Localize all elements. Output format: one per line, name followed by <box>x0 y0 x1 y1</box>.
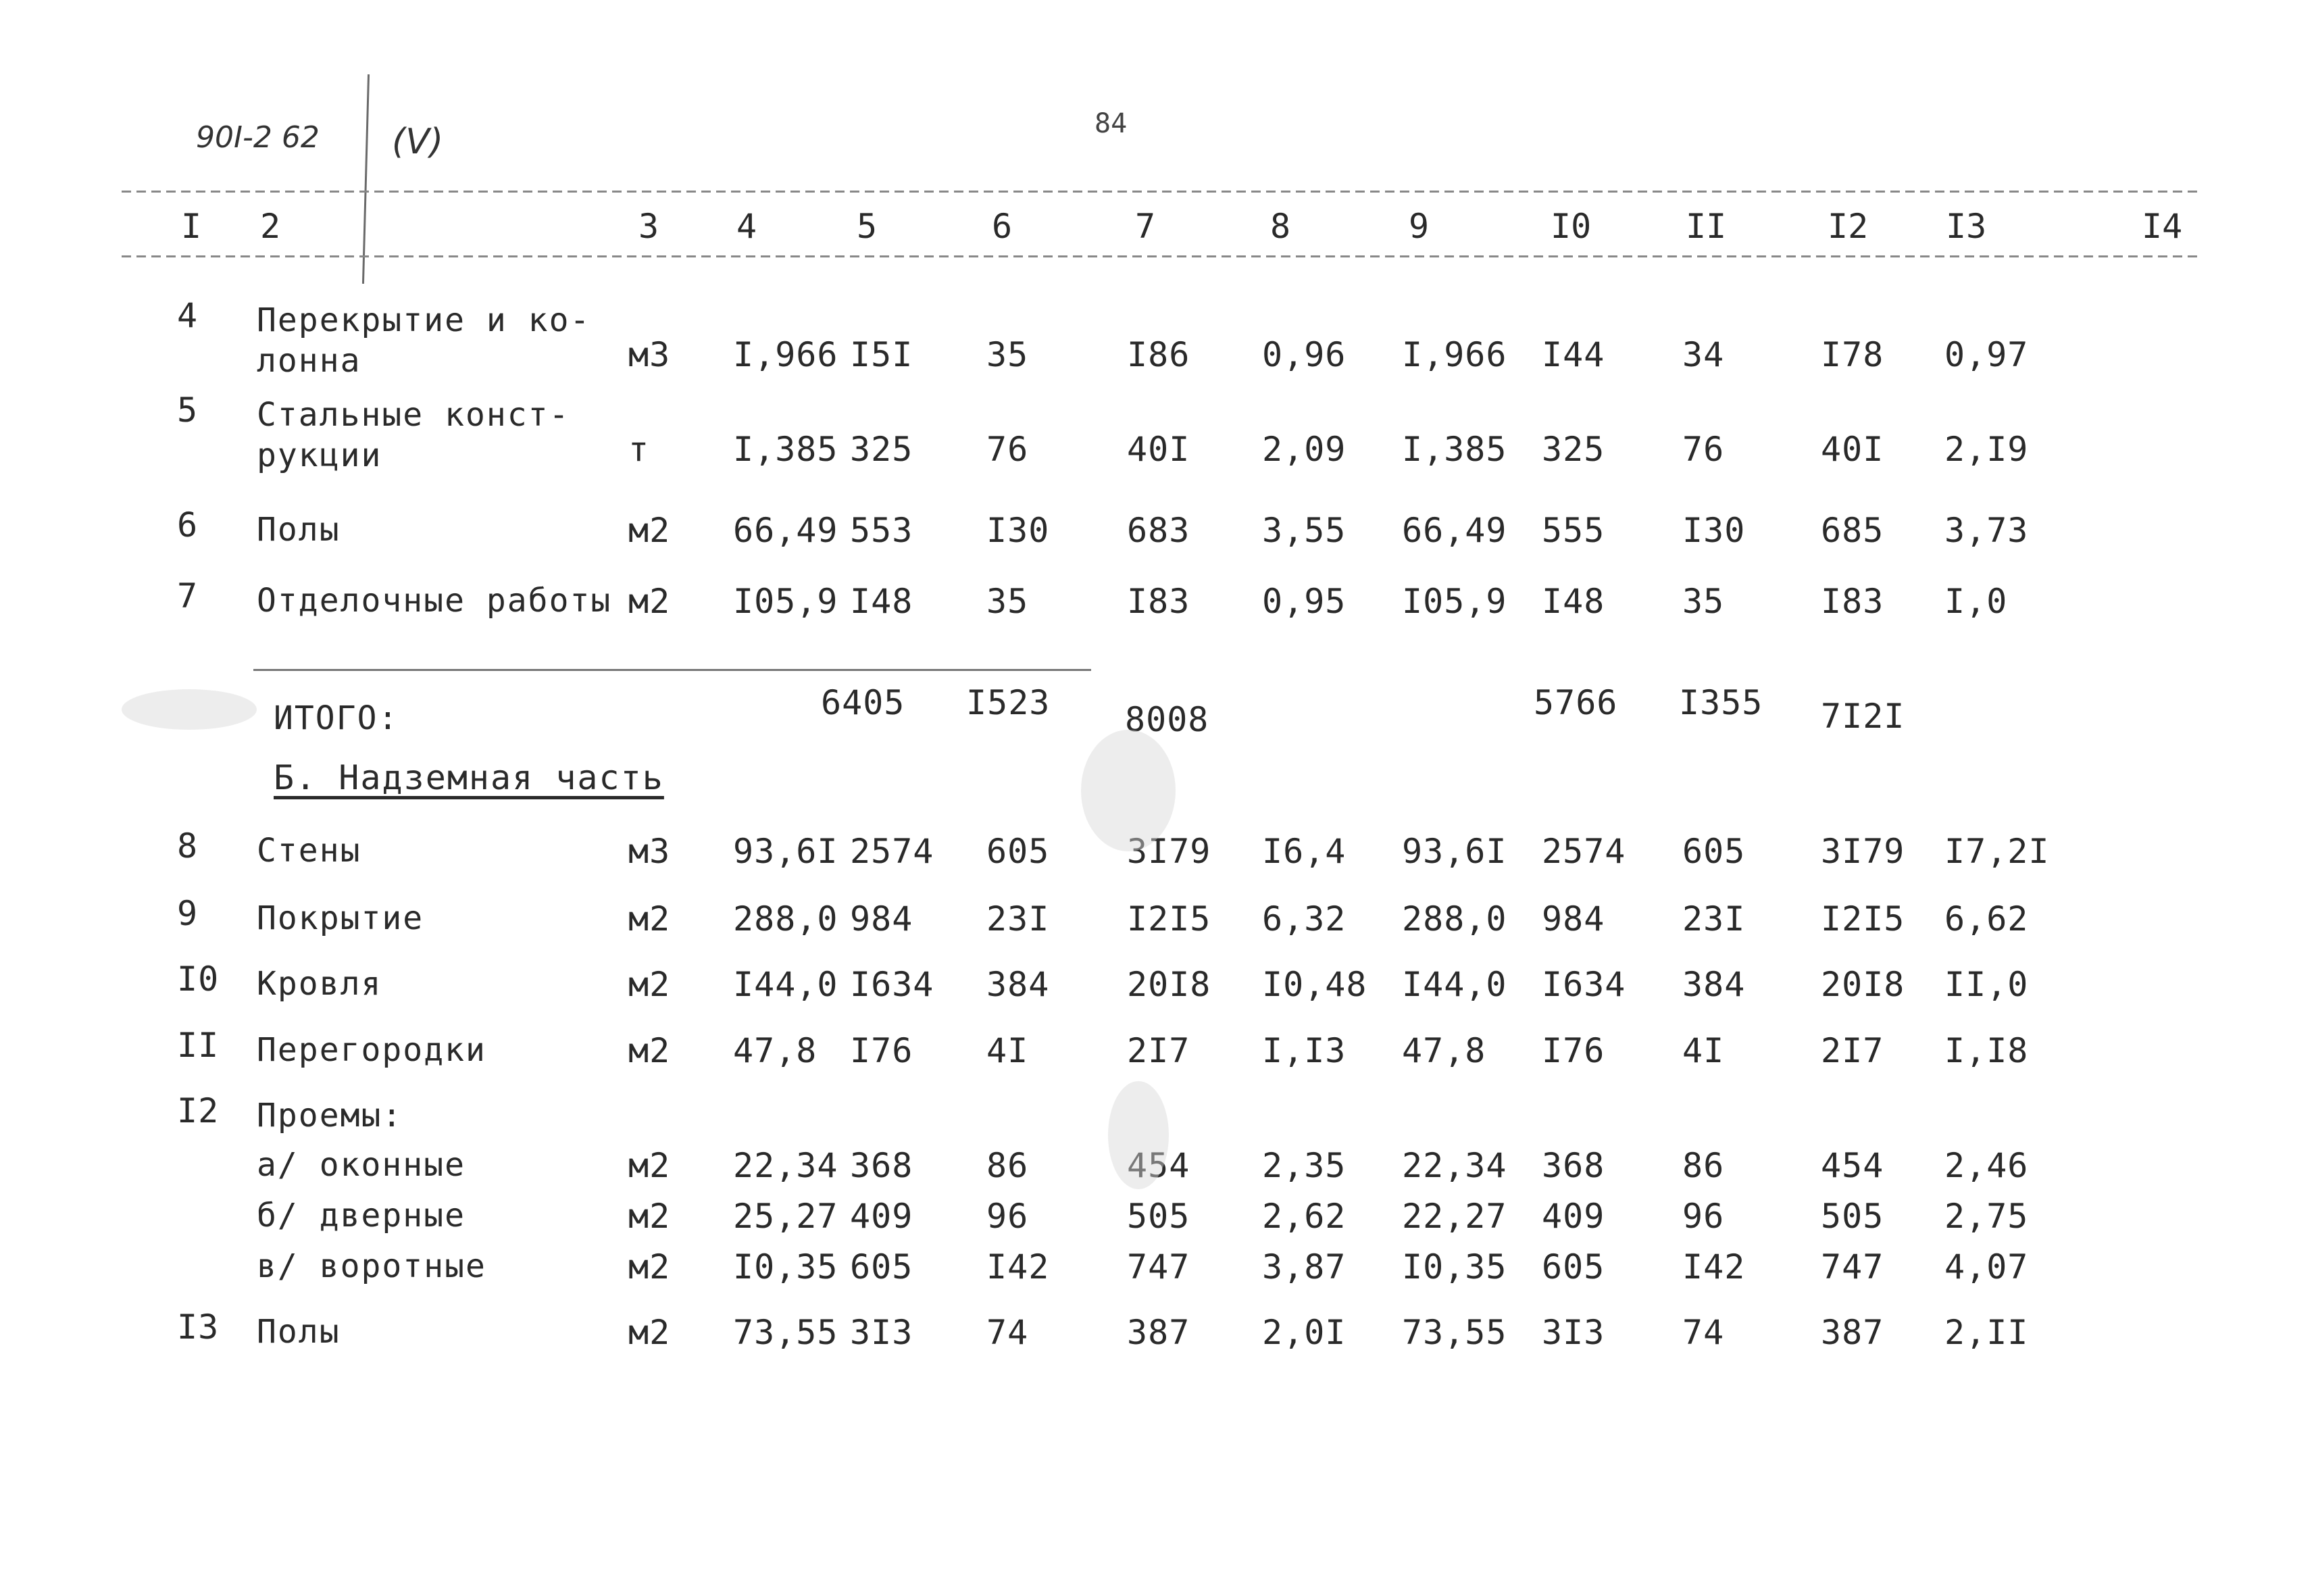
column-number: 5 <box>857 207 878 246</box>
value-cell: 409 <box>850 1197 913 1236</box>
value-cell: I48 <box>850 582 913 621</box>
value-cell: I05,9 <box>1402 582 1507 621</box>
value-cell: I,966 <box>733 335 838 374</box>
row-name: Проемы: <box>257 1097 403 1134</box>
total-cell: I355 <box>1679 683 1763 722</box>
value-cell: 325 <box>850 430 913 469</box>
value-cell: 86 <box>1682 1146 1725 1185</box>
value-cell: 288,0 <box>733 899 838 939</box>
total-rule <box>253 669 1091 671</box>
unit-cell: м2 <box>628 582 671 621</box>
column-number: 6 <box>992 207 1013 246</box>
value-cell: 86 <box>986 1146 1029 1185</box>
value-cell: 984 <box>850 899 913 939</box>
value-cell: 2I7 <box>1821 1031 1884 1070</box>
total-cell: 8008 <box>1125 700 1209 739</box>
value-cell: 22,34 <box>1402 1146 1507 1185</box>
value-cell: I42 <box>986 1247 1050 1287</box>
value-cell: 683 <box>1127 511 1190 550</box>
total-cell: 7I2I <box>1821 697 1905 736</box>
scan-smudge <box>122 689 257 730</box>
value-cell: 4I <box>986 1031 1029 1070</box>
value-cell: I76 <box>850 1031 913 1070</box>
unit-cell: м2 <box>628 1146 671 1185</box>
row-number: 7 <box>177 576 199 616</box>
value-cell: 73,55 <box>733 1313 838 1352</box>
document-code: 90I-2 62 <box>196 120 320 155</box>
value-cell: 0,97 <box>1944 335 2029 374</box>
value-cell: 6,62 <box>1944 899 2029 939</box>
header-bottom-rule <box>122 255 2203 257</box>
unit-cell: м2 <box>628 899 671 939</box>
unit-cell: м3 <box>628 832 671 871</box>
value-cell: 454 <box>1821 1146 1884 1185</box>
document-mark: (V) <box>392 122 444 162</box>
row-name: Покрытие <box>257 899 424 937</box>
value-cell: 66,49 <box>1402 511 1507 550</box>
value-cell: 747 <box>1821 1247 1884 1287</box>
row-name: а/ оконные <box>257 1146 466 1184</box>
column-number: 2 <box>260 207 281 246</box>
column-number: I0 <box>1551 207 1592 246</box>
value-cell: 3I79 <box>1127 832 1211 871</box>
value-cell: 3I3 <box>850 1313 913 1352</box>
row-name: Полы <box>257 1313 341 1351</box>
value-cell: 555 <box>1542 511 1605 550</box>
value-cell: 2I7 <box>1127 1031 1190 1070</box>
value-cell: II,0 <box>1944 965 2029 1004</box>
value-cell: 93,6I <box>1402 832 1507 871</box>
value-cell: 66,49 <box>733 511 838 550</box>
value-cell: I0,35 <box>733 1247 838 1287</box>
value-cell: 47,8 <box>733 1031 818 1070</box>
value-cell: I48 <box>1542 582 1605 621</box>
value-cell: 40I <box>1821 430 1884 469</box>
value-cell: I44,0 <box>1402 965 1507 1004</box>
row-number: 6 <box>177 505 199 545</box>
value-cell: 93,6I <box>733 832 838 871</box>
header-top-rule <box>122 191 2203 193</box>
column-number: I <box>181 207 202 246</box>
value-cell: 40I <box>1127 430 1190 469</box>
value-cell: 96 <box>986 1197 1029 1236</box>
value-cell: I30 <box>1682 511 1746 550</box>
value-cell: 685 <box>1821 511 1884 550</box>
value-cell: 96 <box>1682 1197 1725 1236</box>
value-cell: I,I3 <box>1262 1031 1347 1070</box>
value-cell: 25,27 <box>733 1197 838 1236</box>
value-cell: 2,09 <box>1262 430 1347 469</box>
value-cell: 74 <box>986 1313 1029 1352</box>
value-cell: 553 <box>850 511 913 550</box>
value-cell: I634 <box>1542 965 1626 1004</box>
value-cell: 605 <box>1542 1247 1605 1287</box>
value-cell: 2574 <box>1542 832 1626 871</box>
column-number: 7 <box>1135 207 1156 246</box>
value-cell: 74 <box>1682 1313 1725 1352</box>
value-cell: 384 <box>986 965 1050 1004</box>
value-cell: 3I79 <box>1821 832 1905 871</box>
value-cell: I6,4 <box>1262 832 1347 871</box>
column-number: 9 <box>1409 207 1430 246</box>
value-cell: I,385 <box>1402 430 1507 469</box>
scan-smudge <box>1108 1081 1169 1189</box>
value-cell: 73,55 <box>1402 1313 1507 1352</box>
value-cell: 20I8 <box>1821 965 1905 1004</box>
value-cell: 0,96 <box>1262 335 1347 374</box>
row-name: Полы <box>257 511 341 549</box>
value-cell: 0,95 <box>1262 582 1347 621</box>
row-number: 4 <box>177 296 199 335</box>
value-cell: 2,I9 <box>1944 430 2029 469</box>
value-cell: 6,32 <box>1262 899 1347 939</box>
value-cell: 35 <box>986 582 1029 621</box>
column-number: 3 <box>638 207 659 246</box>
value-cell: 984 <box>1542 899 1605 939</box>
unit-cell: м2 <box>628 1031 671 1070</box>
value-cell: 409 <box>1542 1197 1605 1236</box>
unit-cell: м2 <box>628 1197 671 1236</box>
row-number: I3 <box>177 1307 220 1347</box>
value-cell: I,I8 <box>1944 1031 2029 1070</box>
value-cell: I5I <box>850 335 913 374</box>
value-cell: 34 <box>1682 335 1725 374</box>
value-cell: 22,34 <box>733 1146 838 1185</box>
column-number: I3 <box>1946 207 1987 246</box>
value-cell: 2,46 <box>1944 1146 2029 1185</box>
column-number: 4 <box>736 207 757 246</box>
value-cell: I,385 <box>733 430 838 469</box>
value-cell: I7,2I <box>1944 832 2050 871</box>
row-name: б/ дверные <box>257 1197 466 1235</box>
value-cell: 3,73 <box>1944 511 2029 550</box>
value-cell: 384 <box>1682 965 1746 1004</box>
value-cell: 505 <box>1127 1197 1190 1236</box>
value-cell: I,0 <box>1944 582 2008 621</box>
value-cell: 22,27 <box>1402 1197 1507 1236</box>
total-cell: 5766 <box>1534 683 1618 722</box>
row-name: Кровля <box>257 965 382 1003</box>
value-cell: 4,07 <box>1944 1247 2029 1287</box>
value-cell: 2,35 <box>1262 1146 1347 1185</box>
value-cell: I83 <box>1127 582 1190 621</box>
column-number: I4 <box>2142 207 2183 246</box>
value-cell: 605 <box>986 832 1050 871</box>
value-cell: 4I <box>1682 1031 1725 1070</box>
value-cell: 3,55 <box>1262 511 1347 550</box>
row-number: I0 <box>177 959 220 999</box>
value-cell: 454 <box>1127 1146 1190 1185</box>
unit-cell: м2 <box>628 965 671 1004</box>
value-cell: I83 <box>1821 582 1884 621</box>
value-cell: 3I3 <box>1542 1313 1605 1352</box>
value-cell: I,966 <box>1402 335 1507 374</box>
value-cell: 35 <box>1682 582 1725 621</box>
margin-line <box>362 74 370 284</box>
value-cell: 387 <box>1127 1313 1190 1352</box>
row-number: I2 <box>177 1091 220 1130</box>
total-label: ИТОГО: <box>274 699 399 737</box>
column-number: 8 <box>1270 207 1291 246</box>
value-cell: I634 <box>850 965 934 1004</box>
value-cell: 605 <box>850 1247 913 1287</box>
row-number: 5 <box>177 391 199 430</box>
value-cell: 2,0I <box>1262 1313 1347 1352</box>
row-number: II <box>177 1026 220 1065</box>
value-cell: I44 <box>1542 335 1605 374</box>
row-name: Стальные конст- рукции <box>257 396 570 474</box>
total-cell: 6405 <box>821 683 905 722</box>
total-cell: I523 <box>966 683 1051 722</box>
value-cell: I44,0 <box>733 965 838 1004</box>
value-cell: 505 <box>1821 1197 1884 1236</box>
value-cell: 288,0 <box>1402 899 1507 939</box>
value-cell: I2I5 <box>1127 899 1211 939</box>
page-number: 84 <box>1095 108 1128 139</box>
value-cell: 368 <box>850 1146 913 1185</box>
unit-cell: т <box>628 430 650 469</box>
value-cell: 3,87 <box>1262 1247 1347 1287</box>
value-cell: 368 <box>1542 1146 1605 1185</box>
value-cell: 23I <box>986 899 1050 939</box>
value-cell: 747 <box>1127 1247 1190 1287</box>
unit-cell: м2 <box>628 1313 671 1352</box>
value-cell: 2,75 <box>1944 1197 2029 1236</box>
row-name: Стены <box>257 832 361 870</box>
value-cell: I86 <box>1127 335 1190 374</box>
value-cell: 47,8 <box>1402 1031 1486 1070</box>
value-cell: 35 <box>986 335 1029 374</box>
row-name: Перегородки <box>257 1031 486 1069</box>
value-cell: 76 <box>1682 430 1725 469</box>
value-cell: I0,48 <box>1262 965 1367 1004</box>
row-name: Перекрытие и ко- лонна <box>257 301 591 380</box>
scan-smudge <box>1081 730 1176 851</box>
row-name: в/ воротные <box>257 1247 486 1285</box>
value-cell: 2,II <box>1944 1313 2029 1352</box>
value-cell: 2574 <box>850 832 934 871</box>
unit-cell: м2 <box>628 511 671 550</box>
row-name: Отделочные работы <box>257 582 612 620</box>
value-cell: I30 <box>986 511 1050 550</box>
value-cell: I42 <box>1682 1247 1746 1287</box>
unit-cell: м3 <box>628 335 671 374</box>
value-cell: 20I8 <box>1127 965 1211 1004</box>
value-cell: 2,62 <box>1262 1197 1347 1236</box>
value-cell: 325 <box>1542 430 1605 469</box>
value-cell: 23I <box>1682 899 1746 939</box>
value-cell: I76 <box>1542 1031 1605 1070</box>
value-cell: 605 <box>1682 832 1746 871</box>
value-cell: I78 <box>1821 335 1884 374</box>
column-number: II <box>1686 207 1727 246</box>
section-title: Б. Надземная часть <box>274 758 664 797</box>
row-number: 8 <box>177 826 199 866</box>
value-cell: I0,35 <box>1402 1247 1507 1287</box>
row-number: 9 <box>177 894 199 933</box>
value-cell: I05,9 <box>733 582 838 621</box>
unit-cell: м2 <box>628 1247 671 1287</box>
column-number: I2 <box>1828 207 1869 246</box>
value-cell: 387 <box>1821 1313 1884 1352</box>
value-cell: 76 <box>986 430 1029 469</box>
value-cell: I2I5 <box>1821 899 1905 939</box>
